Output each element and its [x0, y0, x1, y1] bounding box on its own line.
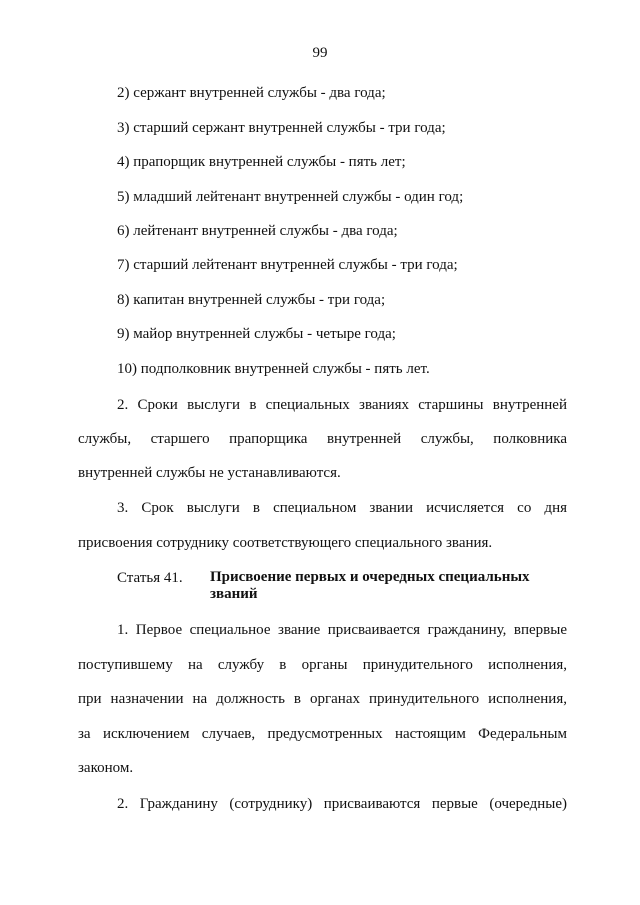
- paragraph-2-line-1: 2. Сроки выслуги в специальных званиях старшины внутренней: [117, 397, 567, 413]
- page-number: 99: [312, 45, 328, 61]
- list-item-lieutenant-colonel: 10) подполковник внутренней службы - пять лет.: [117, 361, 430, 377]
- article-paragraph-1-line-4: за исключением случаев, предусмотренных настоящим Федеральным: [78, 726, 567, 742]
- list-item-senior-sergeant: 3) старший сержант внутренней службы - три года;: [117, 120, 446, 136]
- article-paragraph-1-line-5: законом.: [78, 760, 134, 776]
- list-item-lieutenant: 6) лейтенант внутренней службы - два года;: [117, 223, 398, 239]
- list-item-captain: 8) капитан внутренней службы - три года;: [117, 292, 386, 308]
- list-item-junior-lieutenant: 5) младший лейтенант внутренней службы - один год;: [117, 189, 464, 205]
- list-item-senior-lieutenant: 7) старший лейтенант внутренней службы - три года;: [117, 257, 458, 273]
- article-paragraph-1-line-1: 1. Первое специальное звание присваивается гражданину, впервые: [117, 622, 567, 638]
- list-item-major: 9) майор внутренней службы - четыре года;: [117, 326, 396, 342]
- article-title: Присвоение первых и очередных специальных званий: [210, 569, 530, 602]
- paragraph-3-line-1: 3. Срок выслуги в специальном звании исчисляется со дня: [117, 500, 567, 516]
- paragraph-2-line-3: внутренней службы не устанавливаются.: [78, 465, 341, 481]
- list-item-warrant-officer: 4) прапорщик внутренней службы - пять лет;: [117, 154, 406, 170]
- paragraph-3-line-2: присвоения сотруднику соответствующего специального звания.: [78, 535, 493, 551]
- article-paragraph-2-line-1: 2. Гражданину (сотруднику) присваиваются первые (очередные): [117, 796, 567, 812]
- article-paragraph-1-line-2: поступившему на службу в органы принудительного исполнения,: [78, 657, 567, 673]
- article-paragraph-1-line-3: при назначении на должность в органах принудительного исполнения,: [78, 691, 567, 707]
- list-item-sergeant: 2) сержант внутренней службы - два года;: [117, 85, 386, 101]
- article-label: Статья 41.: [117, 570, 183, 586]
- paragraph-2-line-2: службы, старшего прапорщика внутренней службы, полковника: [78, 431, 567, 447]
